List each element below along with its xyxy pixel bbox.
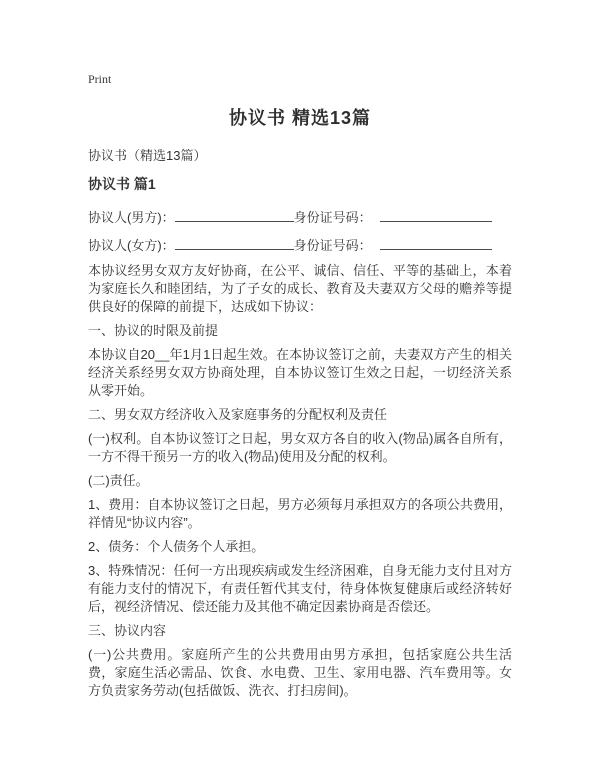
document-subtitle: 协议书（精选13篇） <box>88 148 207 163</box>
party-b-label: 协议人(女方)： <box>88 238 175 253</box>
paragraph-special: 3、特殊情况：任何一方出现疾病或发生经济困难，自身无能力支付且对方有能力支付的情况下，有责任暂代其支付，待身体恢复健康后或经济转好后，视经济情况、偿还能力及其他不确定因素协商是否偿还。 <box>88 563 512 614</box>
paragraph-debt: 2、债务：个人债务个人承担。 <box>88 539 265 554</box>
party-a-name-blank <box>175 208 294 222</box>
heading-section-1: 一、协议的时限及前提 <box>88 323 219 338</box>
print-button[interactable]: Print <box>88 72 112 86</box>
party-a-id-blank <box>380 208 492 222</box>
section-title: 协议书 篇1 <box>88 176 156 192</box>
paragraph-duty: (二)责任。 <box>88 473 149 488</box>
party-a-id-label: 身份证号码： <box>293 210 372 225</box>
party-a-label: 协议人(男方)： <box>88 210 175 225</box>
heading-section-3: 三、协议内容 <box>88 623 167 638</box>
document-title: 协议书 精选13篇 <box>228 108 372 128</box>
party-a-row <box>88 207 512 226</box>
party-b-row <box>88 235 512 254</box>
party-b-name-blank <box>175 236 294 250</box>
heading-section-2: 二、男女双方经济收入及家庭事务的分配权利及责任 <box>88 407 388 422</box>
paragraph-fees: 1、费用：自本协议签订之日起，男方必须每月承担双方的各项公共费用，祥情见“协议内容”。 <box>88 497 512 530</box>
paragraph-rights: (一)权利。自本协议签订之日起，男女双方各自的收入(物品)属各自所有，一方不得干预另一方的收入(物品)使用及分配的权利。 <box>88 431 512 464</box>
party-b-id-label: 身份证号码： <box>293 238 372 253</box>
party-b-id-blank <box>380 236 492 250</box>
paragraph-section-1: 本协议自20__年1月1日起生效。在本协议签订之前，夫妻双方产生的相关经济关系经男女双方协商处理，自本协议签订生效之日起，一切经济关系从零开始。 <box>88 347 512 398</box>
paragraph-public-fees: (一)公共费用。家庭所产生的公共费用由男方承担，包括家庭公共生活费，家庭生活必需品、饮食、水电费、卫生、家用电器、汽车费用等。女方负责家务劳动(包括做饭、洗衣、打扫房间)。 <box>88 647 512 698</box>
paragraph-intro: 本协议经男女双方友好协商，在公平、诚信、信任、平等的基础上，本着为家庭长久和睦团结，为了子女的成长、教育及夫妻双方父母的赡养等提供良好的保障的前提下，达成如下协议： <box>88 263 512 314</box>
